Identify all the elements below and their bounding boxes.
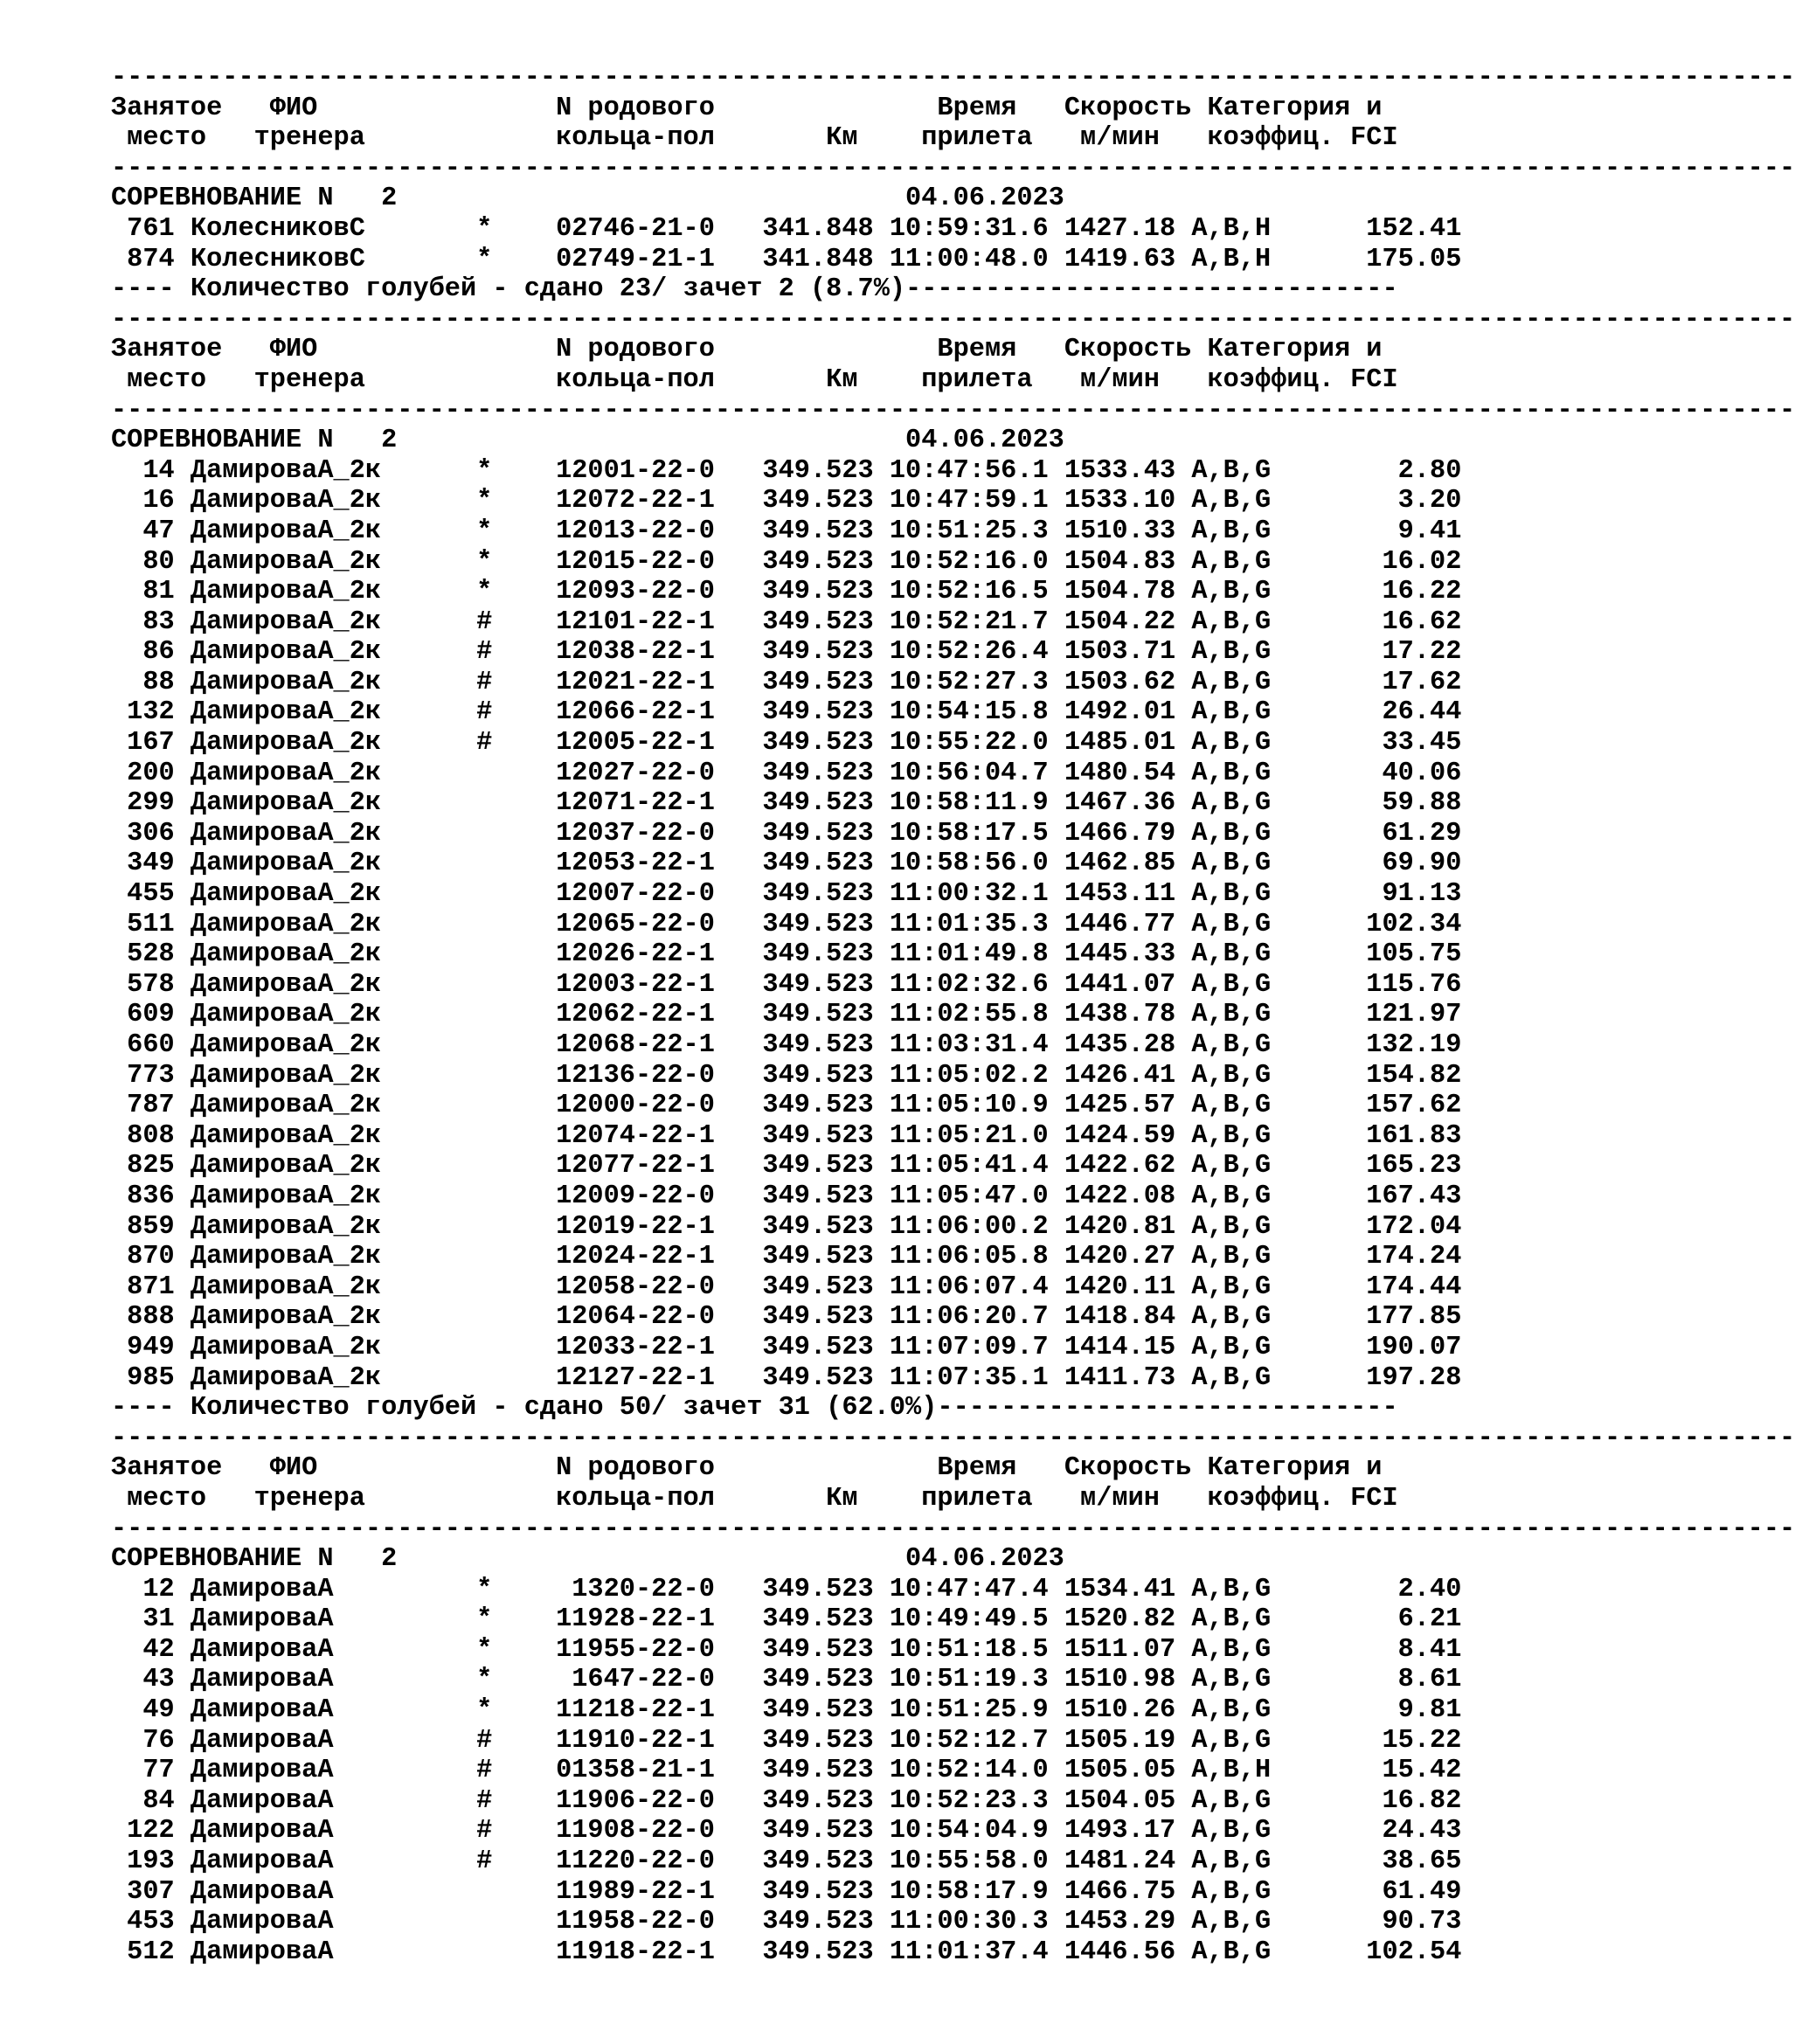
result-row: 307 ДамироваА 11989-22-1 349.523 10:58:17.9 1466.75 A,B,G 61.49 xyxy=(111,1876,1462,1907)
result-row: 86 ДамироваА_2к # 12038-22-1 349.523 10:52:26.4 1503.71 A,B,G 17.22 xyxy=(111,637,1462,668)
results-section xyxy=(111,304,1795,1424)
column-header-row-1: Занятое ФИО N родового Время Скорость Категория и xyxy=(111,93,1383,123)
result-row: 871 ДамироваА_2к 12058-22-0 349.523 11:06:07.4 1420.11 A,B,G 174.44 xyxy=(111,1271,1462,1302)
result-row: 825 ДамироваА_2к 12077-22-1 349.523 11:05:41.4 1422.62 A,B,G 165.23 xyxy=(111,1151,1462,1181)
column-header-row-2: место тренера кольца-пол Км прилета м/мин коэффиц. FCI xyxy=(111,123,1398,154)
result-row: 609 ДамироваА_2к 12062-22-1 349.523 11:02:55.8 1438.78 A,B,G 121.97 xyxy=(111,1000,1462,1030)
section-summary: ---- Количество голубей - сдано 50/ зачет 31 (62.0%)----------------------------- xyxy=(111,1393,1398,1424)
separator-line: ---------------------------------------------------------------------------------------------------------- xyxy=(111,1514,1795,1544)
result-row: 167 ДамироваА_2к # 12005-22-1 349.523 10:55:22.0 1485.01 A,B,G 33.45 xyxy=(111,728,1462,759)
result-row: 870 ДамироваА_2к 12024-22-1 349.523 11:06:05.8 1420.27 A,B,G 174.24 xyxy=(111,1242,1462,1272)
result-row: 42 ДамироваА * 11955-22-0 349.523 10:51:18.5 1511.07 A,B,G 8.41 xyxy=(111,1634,1462,1665)
result-row: 16 ДамироваА_2к * 12072-22-1 349.523 10:47:59.1 1533.10 A,B,G 3.20 xyxy=(111,486,1462,516)
competition-title: СОРЕВНОВАНИЕ N 2 04.06.2023 xyxy=(111,184,1064,214)
result-row: 299 ДамироваА_2к 12071-22-1 349.523 10:58:11.9 1467.36 A,B,G 59.88 xyxy=(111,788,1462,819)
column-header-row-1: Занятое ФИО N родового Время Скорость Категория и xyxy=(111,1453,1383,1484)
column-header-row-2: место тренера кольца-пол Км прилета м/мин коэффиц. FCI xyxy=(111,1483,1398,1514)
result-row: 200 ДамироваА_2к 12027-22-0 349.523 10:56:04.7 1480.54 A,B,G 40.06 xyxy=(111,758,1462,788)
result-row: 31 ДамироваА * 11928-22-1 349.523 10:49:49.5 1520.82 A,B,G 6.21 xyxy=(111,1604,1462,1635)
competition-title: СОРЕВНОВАНИЕ N 2 04.06.2023 xyxy=(111,1544,1064,1575)
result-row: 808 ДамироваА_2к 12074-22-1 349.523 11:05:21.0 1424.59 A,B,G 161.83 xyxy=(111,1120,1462,1151)
column-header-row-2: место тренера кольца-пол Км прилета м/мин коэффиц. FCI xyxy=(111,364,1398,395)
result-row: 985 ДамироваА_2к 12127-22-1 349.523 11:07:35.1 1411.73 A,B,G 197.28 xyxy=(111,1362,1462,1393)
result-row: 193 ДамироваА # 11220-22-0 349.523 10:55:58.0 1481.24 A,B,G 38.65 xyxy=(111,1847,1462,1877)
section-summary: ---- Количество голубей - сдано 23/ зачет 2 (8.7%)------------------------------- xyxy=(111,274,1398,305)
result-row: 81 ДамироваА_2к * 12093-22-0 349.523 10:52:16.5 1504.78 A,B,G 16.22 xyxy=(111,577,1462,607)
result-row: 453 ДамироваА 11958-22-0 349.523 11:00:30.3 1453.29 A,B,G 90.73 xyxy=(111,1907,1462,1937)
separator-line: ---------------------------------------------------------------------------------------------------------- xyxy=(111,153,1795,184)
result-row: 949 ДамироваА_2к 12033-22-1 349.523 11:07:09.7 1414.15 A,B,G 190.07 xyxy=(111,1332,1462,1362)
result-row: 49 ДамироваА * 11218-22-1 349.523 10:51:25.9 1510.26 A,B,G 9.81 xyxy=(111,1695,1462,1726)
result-row: 122 ДамироваА # 11908-22-0 349.523 10:54:04.9 1493.17 A,B,G 24.43 xyxy=(111,1816,1462,1847)
result-row: 528 ДамироваА_2к 12026-22-1 349.523 11:01:49.8 1445.33 A,B,G 105.75 xyxy=(111,939,1462,970)
result-row: 14 ДамироваА_2к * 12001-22-0 349.523 10:47:56.1 1533.43 A,B,G 2.80 xyxy=(111,455,1462,486)
result-row: 84 ДамироваА # 11906-22-0 349.523 10:52:23.3 1504.05 A,B,G 16.82 xyxy=(111,1785,1462,1816)
result-row: 76 ДамироваА # 11910-22-1 349.523 10:52:12.7 1505.19 A,B,G 15.22 xyxy=(111,1725,1462,1756)
result-row: 874 КолесниковС * 02749-21-1 341.848 11:00:48.0 1419.63 A,B,H 175.05 xyxy=(111,244,1462,274)
result-row: 306 ДамироваА_2к 12037-22-0 349.523 10:58:17.5 1466.79 A,B,G 61.29 xyxy=(111,818,1462,849)
result-row: 80 ДамироваА_2к * 12015-22-0 349.523 10:52:16.0 1504.83 A,B,G 16.02 xyxy=(111,546,1462,577)
result-row: 578 ДамироваА_2к 12003-22-1 349.523 11:02:32.6 1441.07 A,B,G 115.76 xyxy=(111,969,1462,1000)
result-row: 836 ДамироваА_2к 12009-22-0 349.523 11:05:47.0 1422.08 A,B,G 167.43 xyxy=(111,1181,1462,1211)
separator-line: ---------------------------------------------------------------------------------------------------------- xyxy=(111,304,1795,335)
competition-title: СОРЕВНОВАНИЕ N 2 04.06.2023 xyxy=(111,426,1064,456)
result-row: 761 КолесниковС * 02746-21-0 341.848 10:59:31.6 1427.18 A,B,H 152.41 xyxy=(111,213,1462,244)
result-row: 511 ДамироваА_2к 12065-22-0 349.523 11:01:35.3 1446.77 A,B,G 102.34 xyxy=(111,909,1462,939)
separator-line: ---------------------------------------------------------------------------------------------------------- xyxy=(111,63,1795,93)
results-section xyxy=(111,1423,1795,1968)
result-row: 47 ДамироваА_2к * 12013-22-0 349.523 10:51:25.3 1510.33 A,B,G 9.41 xyxy=(111,516,1462,546)
result-row: 83 ДамироваА_2к # 12101-22-1 349.523 10:52:21.7 1504.22 A,B,G 16.62 xyxy=(111,606,1462,637)
separator-line: ---------------------------------------------------------------------------------------------------------- xyxy=(111,395,1795,426)
result-row: 888 ДамироваА_2к 12064-22-0 349.523 11:06:20.7 1418.84 A,B,G 177.85 xyxy=(111,1302,1462,1333)
result-row: 132 ДамироваА_2к # 12066-22-1 349.523 10:54:15.8 1492.01 A,B,G 26.44 xyxy=(111,697,1462,728)
result-row: 12 ДамироваА * 1320-22-0 349.523 10:47:47.4 1534.41 A,B,G 2.40 xyxy=(111,1574,1462,1604)
result-row: 787 ДамироваА_2к 12000-22-0 349.523 11:05:10.9 1425.57 A,B,G 157.62 xyxy=(111,1091,1462,1121)
result-row: 349 ДамироваА_2к 12053-22-1 349.523 10:58:56.0 1462.85 A,B,G 69.90 xyxy=(111,849,1462,879)
results-section xyxy=(111,63,1795,305)
result-row: 773 ДамироваА_2к 12136-22-0 349.523 11:05:02.2 1426.41 A,B,G 154.82 xyxy=(111,1060,1462,1091)
result-row: 660 ДамироваА_2к 12068-22-1 349.523 11:03:31.4 1435.28 A,B,G 132.19 xyxy=(111,1030,1462,1060)
result-row: 77 ДамироваА # 01358-21-1 349.523 10:52:14.0 1505.05 A,B,H 15.42 xyxy=(111,1756,1462,1786)
race-results-printout xyxy=(111,63,1795,1967)
result-row: 88 ДамироваА_2к # 12021-22-1 349.523 10:52:27.3 1503.62 A,B,G 17.62 xyxy=(111,667,1462,697)
result-row: 455 ДамироваА_2к 12007-22-0 349.523 11:00:32.1 1453.11 A,B,G 91.13 xyxy=(111,879,1462,910)
result-row: 512 ДамироваА 11918-22-1 349.523 11:01:37.4 1446.56 A,B,G 102.54 xyxy=(111,1937,1462,1967)
result-row: 859 ДамироваА_2к 12019-22-1 349.523 11:06:00.2 1420.81 A,B,G 172.04 xyxy=(111,1211,1462,1242)
separator-line: ---------------------------------------------------------------------------------------------------------- xyxy=(111,1423,1795,1453)
result-row: 43 ДамироваА * 1647-22-0 349.523 10:51:19.3 1510.98 A,B,G 8.61 xyxy=(111,1665,1462,1695)
column-header-row-1: Занятое ФИО N родового Время Скорость Категория и xyxy=(111,335,1383,365)
